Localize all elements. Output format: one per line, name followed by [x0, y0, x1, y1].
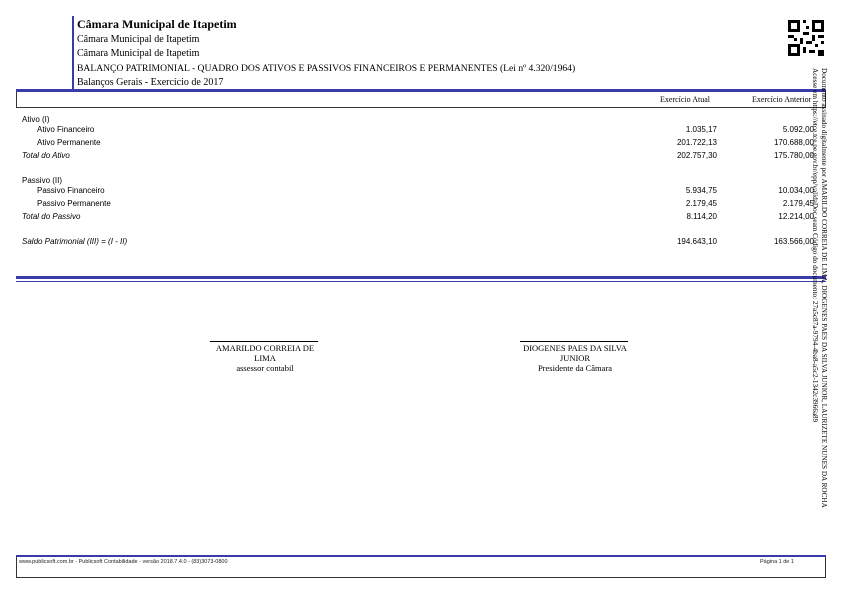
row-previous-total-passivo: 12.214,00 — [778, 212, 814, 221]
qr-code-icon — [788, 20, 824, 56]
signature-2-name-cont: JUNIOR — [559, 353, 591, 363]
digital-signature-line-1: Documento assinado digitalmente por AMARILDO CORREIA DE LIMA, DIOGENES PAES DA SILVA JUNIOR, LAURIZETE NUNES DA ROCHA — [820, 68, 828, 508]
digital-signature-line-2: Acesse em https://etce.tce.pe.gov.br/epp/validaDoc.seam Código do documento: 27a5c87a-9794-4ba8-a5c2-1342c3966a89 — [811, 68, 819, 423]
row-previous-ativo-financeiro: 5.092,00 — [782, 125, 814, 134]
header-title: Câmara Municipal de Itapetim — [77, 17, 237, 31]
row-current-total-passivo: 8.114,20 — [686, 212, 717, 221]
footer-bottom-rule — [16, 577, 826, 578]
footer-software-info: www.publicsoft.com.br - Publicsoft Contabilidade - versão 2018.7.4.0 - (83)3073-0800 — [19, 559, 228, 565]
column-header-current: Exercício Atual — [660, 95, 710, 104]
row-label-ativo-permanente: Ativo Permanente — [37, 138, 101, 147]
row-label-total-ativo: Total do Ativo — [22, 151, 70, 160]
signature-2-name: DIOGENES PAES DA SILVA — [523, 343, 627, 353]
table-left-border — [16, 92, 17, 108]
signature-line-1 — [210, 341, 318, 342]
footer-page-number: Página 1 de 1 — [760, 559, 794, 565]
row-previous-passivo-financeiro: 10.034,00 — [778, 186, 814, 195]
table-bottom-rule — [16, 281, 826, 282]
footer-left-border — [16, 557, 17, 577]
signature-1-role: assessor contabil — [236, 363, 294, 373]
row-label-passivo-permanente: Passivo Permanente — [37, 199, 111, 208]
row-previous-total-ativo: 175.780,00 — [773, 151, 814, 160]
row-current-ativo-financeiro: 1.035,17 — [685, 125, 717, 134]
header-accent-bar — [72, 16, 74, 90]
table-bottom-band — [16, 276, 826, 279]
column-header-previous: Exercício Anterior — [752, 95, 812, 104]
row-label-passivo-financeiro: Passivo Financeiro — [37, 186, 105, 195]
row-label-ativo: Ativo (I) — [22, 115, 50, 124]
footer-top-rule — [16, 555, 826, 557]
header-entity: Câmara Municipal de Itapetim — [77, 34, 200, 45]
report-subtitle: Balanços Gerais - Exercício de 2017 — [77, 77, 224, 88]
report-title: BALANÇO PATRIMONIAL - QUADRO DOS ATIVOS E PASSIVOS FINANCEIROS E PERMANENTES (Lei nº 4.320/1964) — [77, 63, 576, 74]
signature-line-2 — [520, 341, 628, 342]
row-current-saldo-patrimonial: 194.643,10 — [676, 237, 717, 246]
row-label-passivo: Passivo (II) — [22, 176, 63, 185]
row-previous-saldo-patrimonial: 163.566,00 — [773, 237, 814, 246]
row-label-total-passivo: Total do Passivo — [22, 212, 81, 221]
row-current-ativo-permanente: 201.722,13 — [676, 138, 717, 147]
table-top-band — [16, 89, 826, 92]
signature-2-role: Presidente da Câmara — [537, 363, 613, 373]
row-previous-ativo-permanente: 170.688,00 — [773, 138, 814, 147]
row-label-saldo-patrimonial: Saldo Patrimonial (III) = (I - II) — [22, 237, 128, 246]
row-label-ativo-financeiro: Ativo Financeiro — [37, 125, 95, 134]
digital-signature-note — [810, 68, 828, 508]
signature-1-name: AMARILDO CORREIA DE — [215, 343, 315, 353]
row-current-total-ativo: 202.757,30 — [676, 151, 717, 160]
table-header-rule — [16, 107, 826, 108]
signature-block-1 — [200, 343, 330, 373]
signature-1-name-cont: LIMA — [254, 353, 276, 363]
header-unit: Câmara Municipal de Itapetim — [77, 48, 200, 59]
row-current-passivo-permanente: 2.179,45 — [685, 199, 717, 208]
row-current-passivo-financeiro: 5.934,75 — [685, 186, 717, 195]
row-previous-passivo-permanente: 2.179,45 — [782, 199, 814, 208]
footer-right-border — [825, 557, 826, 577]
signature-block-2 — [505, 343, 645, 373]
